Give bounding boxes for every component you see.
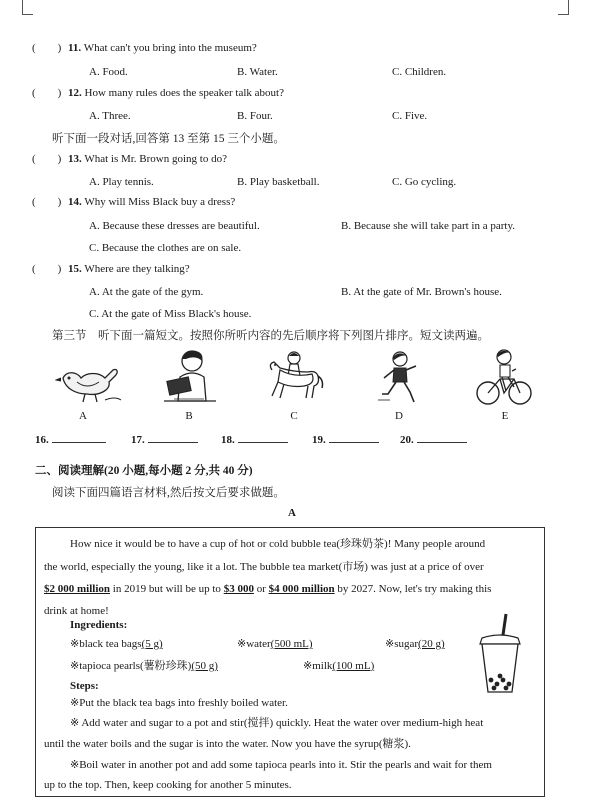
step-3-line-1: ※Boil water in another pot and add some tapioca pearls into it. Stir the pearls and wait for them (70, 759, 492, 771)
reading-section-title: 二、阅读理解(20 小题,每小题 2 分,共 40 分) (35, 465, 253, 477)
answer-paren[interactable]: ( ) (32, 196, 62, 208)
q14-option-c[interactable]: C. Because the clothes are on sale. (89, 242, 242, 254)
picture-label: E (501, 410, 509, 422)
q13-option-c[interactable]: C. Go cycling. (392, 176, 457, 188)
price-2019: $2 000 million (44, 583, 111, 595)
ingredients-title: Ingredients: (70, 619, 128, 631)
answer-blank-18[interactable]: 18. (221, 432, 288, 446)
step-2-line-2: until the water boils and the sugar is into the water. Now you have the syrup(糖浆). (44, 738, 411, 750)
q15-option-c[interactable]: C. At the gate of Miss Black's house. (89, 308, 252, 320)
question-14: ( ) 14. Why will Miss Black buy a dress? (32, 196, 236, 208)
question-13: ( ) 13. What is Mr. Brown going to do? (32, 153, 227, 165)
q14-option-b[interactable]: B. Because she will take part in a party. (341, 220, 516, 232)
passage-line-4: drink at home! (44, 605, 109, 617)
step-1: ※Put the black tea bags into freshly boiled water. (70, 697, 288, 709)
running-boy-icon (374, 350, 424, 406)
cycling-boy-icon (474, 347, 534, 407)
answer-blank-16[interactable]: 16. (35, 432, 106, 446)
ingredient-black-tea: ※black tea bags(5 g) (70, 638, 163, 650)
q11-option-c[interactable]: C. Children. (392, 66, 447, 78)
q11-option-a[interactable]: A. Food. (89, 66, 128, 78)
q15-option-a[interactable]: A. At the gate of the gym. (89, 286, 204, 298)
step-3-line-2: up to the top. Then, keep cooking for another 5 minutes. (44, 779, 292, 791)
picture-label: B (185, 410, 193, 422)
passage-label: A (288, 507, 296, 519)
bubble-tea-icon (476, 612, 524, 696)
reading-instruction: 阅读下面四篇语言材料,然后按文后要求做题。 (52, 487, 285, 499)
q15-option-b[interactable]: B. At the gate of Mr. Brown's house. (341, 286, 502, 298)
dialog-instruction: 听下面一段对话,回答第 13 至第 15 三个小题。 (52, 133, 285, 145)
question-12: ( ) 12. How many rules does the speaker talk about? (32, 87, 284, 99)
picture-label: D (395, 410, 403, 422)
horse-riding-icon (264, 350, 324, 406)
ingredient-milk: ※milk(100 mL) (303, 660, 375, 672)
answer-paren[interactable]: ( ) (32, 42, 62, 54)
step-2-line-1: ※ Add water and sugar to a pot and stir(搅拌) quickly. Heat the water over medium-high heat (70, 717, 484, 729)
picture-label: C (290, 410, 298, 422)
question-15: ( ) 15. Where are they talking? (32, 263, 190, 275)
question-11: ( ) 11. What can't you bring into the museum? (32, 42, 257, 54)
crop-mark-left (22, 0, 33, 15)
ingredient-water: ※water(500 mL) (237, 638, 313, 650)
q13-option-a[interactable]: A. Play tennis. (89, 176, 154, 188)
q12-option-b[interactable]: B. Four. (237, 110, 273, 122)
picture-label: A (79, 410, 87, 422)
section3-title: 第三节 听下面一篇短文。按照你所听内容的先后顺序将下列图片排序。短文读两遍。 (52, 330, 489, 342)
passage-line-3: $2 000 million in 2019 but will be up to $3 000 or $4 000 million by 2027. Now, let's try making this (44, 583, 492, 595)
ingredient-tapioca: ※tapioca pearls(薯粉珍珠)(50 g) (70, 660, 218, 672)
boy-reading-icon (160, 347, 220, 407)
crop-mark-right (558, 0, 569, 15)
steps-title: Steps: (70, 680, 99, 692)
ingredient-sugar: ※sugar(20 g) (385, 638, 445, 650)
answer-blank-17[interactable]: 17. (131, 432, 198, 446)
q12-option-c[interactable]: C. Five. (392, 110, 428, 122)
answer-blank-19[interactable]: 19. (312, 432, 379, 446)
q14-option-a[interactable]: A. Because these dresses are beautiful. (89, 220, 260, 232)
goose-icon (55, 356, 125, 406)
passage-line-2: the world, especially the young, like it a lot. The bubble tea market(市场) was just at a price of over (44, 561, 484, 573)
passage-line-1: How nice it would be to have a cup of hot or cold bubble tea(珍珠奶茶)! Many people around (70, 538, 486, 550)
q11-option-b[interactable]: B. Water. (237, 66, 278, 78)
answer-paren[interactable]: ( ) (32, 153, 62, 165)
answer-blank-20[interactable]: 20. (400, 432, 467, 446)
price-low: $3 000 (223, 583, 254, 595)
q13-option-b[interactable]: B. Play basketball. (237, 176, 320, 188)
answer-paren[interactable]: ( ) (32, 263, 62, 275)
q12-option-a[interactable]: A. Three. (89, 110, 131, 122)
answer-paren[interactable]: ( ) (32, 87, 62, 99)
price-high: $4 000 million (268, 583, 335, 595)
